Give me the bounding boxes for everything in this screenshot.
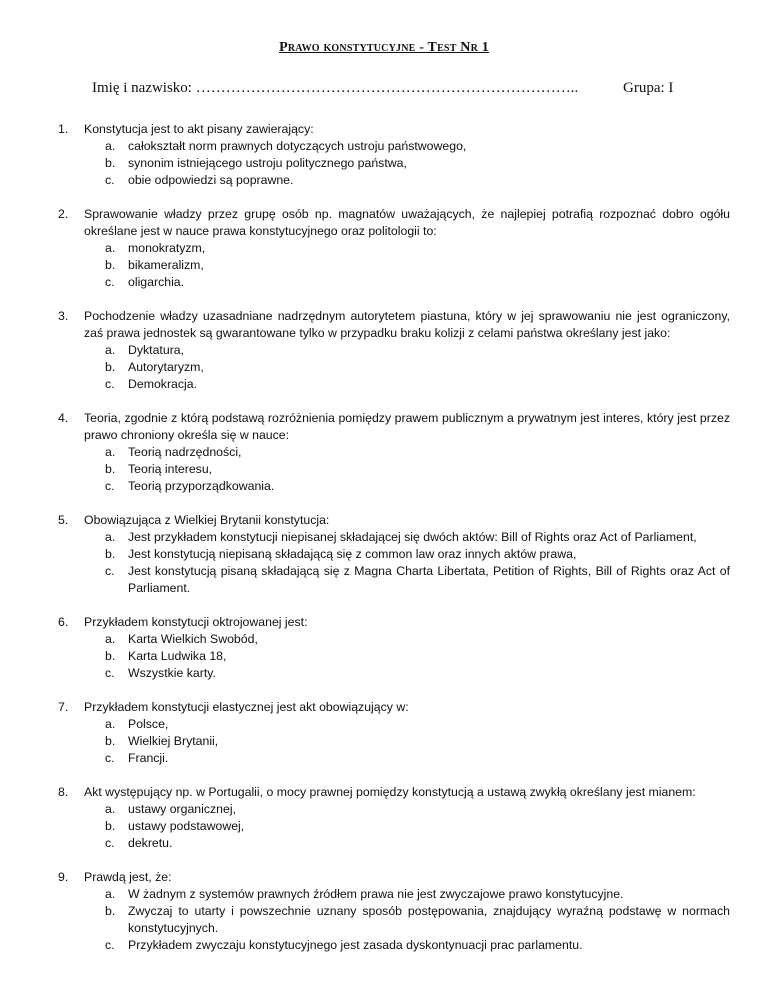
option-letter: b. bbox=[105, 360, 116, 374]
option-letter: a. bbox=[105, 632, 116, 646]
option-letter: b. bbox=[105, 819, 116, 833]
option-text: W żadnym z systemów prawnych źródłem prawa nie jest zwyczajowe prawo konstytucyjne. bbox=[128, 887, 624, 901]
option-letter: b. bbox=[105, 649, 116, 663]
option-letter: a. bbox=[105, 887, 116, 901]
option-letter: b. bbox=[105, 156, 116, 170]
question-7 bbox=[58, 699, 730, 767]
option-text: dekretu. bbox=[128, 836, 173, 850]
answer-option bbox=[84, 665, 730, 682]
option-letter: b. bbox=[105, 734, 116, 748]
answer-option bbox=[84, 359, 730, 376]
answer-option bbox=[84, 444, 730, 461]
option-text: bikameralizm, bbox=[128, 258, 204, 272]
option-text: Autorytaryzm, bbox=[128, 360, 204, 374]
answer-option bbox=[84, 801, 730, 818]
option-letter: c. bbox=[105, 377, 115, 391]
question-number: 6. bbox=[58, 615, 69, 629]
question-number: 8. bbox=[58, 785, 69, 799]
option-text: Teorią interesu, bbox=[128, 462, 213, 476]
option-letter: c. bbox=[105, 479, 115, 493]
question-3 bbox=[58, 308, 730, 393]
page-title: Prawo konstytucyjne - Test Nr 1 bbox=[279, 40, 489, 55]
answer-options bbox=[84, 631, 730, 682]
option-letter: c. bbox=[105, 275, 115, 289]
answer-option bbox=[84, 342, 730, 359]
option-letter: c. bbox=[105, 751, 115, 765]
answer-option bbox=[84, 274, 730, 291]
question-text: Przykładem konstytucji oktrojowanej jest: bbox=[84, 615, 308, 629]
option-letter: a. bbox=[105, 802, 116, 816]
option-text: całokształt norm prawnych dotyczących ustroju państwowego, bbox=[128, 139, 467, 153]
answer-option bbox=[84, 631, 730, 648]
option-letter: b. bbox=[105, 547, 116, 561]
option-text: Demokracja. bbox=[128, 377, 198, 391]
option-text: Polsce, bbox=[128, 717, 169, 731]
question-text: Przykładem konstytucji elastycznej jest akt obowiązujący w: bbox=[84, 700, 409, 714]
answer-option bbox=[84, 529, 730, 546]
question-number: 5. bbox=[58, 513, 69, 527]
option-letter: a. bbox=[105, 139, 116, 153]
question-6 bbox=[58, 614, 730, 682]
answer-option bbox=[84, 937, 730, 954]
option-text: Teorią nadrzędności, bbox=[128, 445, 242, 459]
option-letter: a. bbox=[105, 445, 116, 459]
option-letter: b. bbox=[105, 258, 116, 272]
question-text: Akt występujący np. w Portugalii, o mocy prawnej pomiędzy konstytucją a ustawą zwykłą określany jest mianem: bbox=[84, 785, 696, 799]
answer-option bbox=[84, 903, 730, 937]
answer-option bbox=[84, 172, 730, 189]
answer-option bbox=[84, 240, 730, 257]
answer-option bbox=[84, 716, 730, 733]
option-letter: c. bbox=[105, 666, 115, 680]
question-number: 4. bbox=[58, 411, 69, 425]
option-text: Teorią przyporządkowania. bbox=[128, 479, 275, 493]
question-number: 1. bbox=[58, 122, 69, 136]
question-list bbox=[58, 121, 730, 971]
option-letter: c. bbox=[105, 173, 115, 187]
question-text: Prawdą jest, że: bbox=[84, 870, 172, 884]
option-letter: b. bbox=[105, 462, 116, 476]
question-9 bbox=[58, 869, 730, 954]
question-8 bbox=[58, 784, 730, 852]
option-text: Jest konstytucją niepisaną składającą się z common law oraz innych aktów prawa, bbox=[128, 547, 577, 561]
answer-option bbox=[84, 478, 730, 495]
option-text: Jest konstytucją pisaną składającą się z Magna Charta Libertata, Petition of Rights, Bill of Rights oraz Act of Parliament. bbox=[128, 564, 730, 595]
answer-option bbox=[84, 138, 730, 155]
answer-option bbox=[84, 376, 730, 393]
option-text: Karta Ludwika 18, bbox=[128, 649, 227, 663]
answer-option bbox=[84, 257, 730, 274]
question-text: Sprawowanie władzy przez grupę osób np. magnatów uważających, że najlepiej potrafią rozpoznać dobro ogółu określane jest w nauce prawa konstytucyjnego oraz politologii to: bbox=[84, 207, 730, 238]
answer-options bbox=[84, 801, 730, 852]
question-number: 7. bbox=[58, 700, 69, 714]
option-text: Dyktatura, bbox=[128, 343, 185, 357]
option-letter: c. bbox=[105, 564, 115, 578]
question-text: Teoria, zgodnie z którą podstawą rozróżnienia pomiędzy prawem publicznym a prywatnym jest interes, który jest przez prawo chroniony określa się w nauce: bbox=[84, 411, 730, 442]
option-text: Francji. bbox=[128, 751, 169, 765]
question-number: 3. bbox=[58, 309, 69, 323]
option-text: ustawy podstawowej, bbox=[128, 819, 245, 833]
option-letter: a. bbox=[105, 343, 116, 357]
question-1 bbox=[58, 121, 730, 189]
name-field-label: Imię i nazwisko: ………………………………………………………………….. bbox=[92, 80, 579, 96]
option-text: Wielkiej Brytanii, bbox=[128, 734, 219, 748]
option-text: Przykładem zwyczaju konstytucyjnego jest zasada dyskontynuacji prac parlamentu. bbox=[128, 938, 583, 952]
question-text: Konstytucja jest to akt pisany zawierający: bbox=[84, 122, 314, 136]
answer-option bbox=[84, 461, 730, 478]
option-text: Zwyczaj to utarty i powszechnie uznany sposób postępowania, znajdujący wyraźną podstawę w normach konstytucyjnych. bbox=[128, 904, 730, 935]
answer-options bbox=[84, 240, 730, 291]
option-letter: a. bbox=[105, 241, 116, 255]
option-letter: c. bbox=[105, 836, 115, 850]
answer-option bbox=[84, 155, 730, 172]
answer-option bbox=[84, 546, 730, 563]
question-number: 9. bbox=[58, 870, 69, 884]
option-letter: b. bbox=[105, 904, 116, 918]
answer-options bbox=[84, 529, 730, 597]
answer-options bbox=[84, 886, 730, 954]
answer-option bbox=[84, 733, 730, 750]
answer-options bbox=[84, 138, 730, 189]
answer-option bbox=[84, 648, 730, 665]
option-text: ustawy organicznej, bbox=[128, 802, 236, 816]
question-2 bbox=[58, 206, 730, 291]
answer-option bbox=[84, 835, 730, 852]
answer-options bbox=[84, 716, 730, 767]
option-letter: c. bbox=[105, 938, 115, 952]
option-text: Karta Wielkich Swobód, bbox=[128, 632, 258, 646]
answer-option bbox=[84, 750, 730, 767]
answer-option bbox=[84, 563, 730, 597]
option-text: oligarchia. bbox=[128, 275, 185, 289]
answer-options bbox=[84, 342, 730, 393]
option-letter: a. bbox=[105, 530, 116, 544]
question-text: Pochodzenie władzy uzasadniane nadrzędnym autorytetem piastuna, który w jej sprawowaniu nie jest ograniczony, zaś prawa jednostek są gwarantowane tylko w przypadku braku kolizji z celami państwa określany jest jako: bbox=[84, 309, 730, 340]
option-letter: a. bbox=[105, 717, 116, 731]
question-text: Obowiązująca z Wielkiej Brytanii konstytucja: bbox=[84, 513, 330, 527]
question-5 bbox=[58, 512, 730, 597]
question-number: 2. bbox=[58, 207, 69, 221]
answer-options bbox=[84, 444, 730, 495]
option-text: obie odpowiedzi są poprawne. bbox=[128, 173, 294, 187]
question-4 bbox=[58, 410, 730, 495]
option-text: Wszystkie karty. bbox=[128, 666, 216, 680]
option-text: Jest przykładem konstytucji niepisanej składającej się dwóch aktów: Bill of Rights oraz Act of Parliament, bbox=[128, 530, 697, 544]
answer-option bbox=[84, 818, 730, 835]
group-label: Grupa: I bbox=[623, 80, 674, 96]
answer-option bbox=[84, 886, 730, 903]
option-text: synonim istniejącego ustroju politycznego państwa, bbox=[128, 156, 407, 170]
option-text: monokratyzm, bbox=[128, 241, 206, 255]
